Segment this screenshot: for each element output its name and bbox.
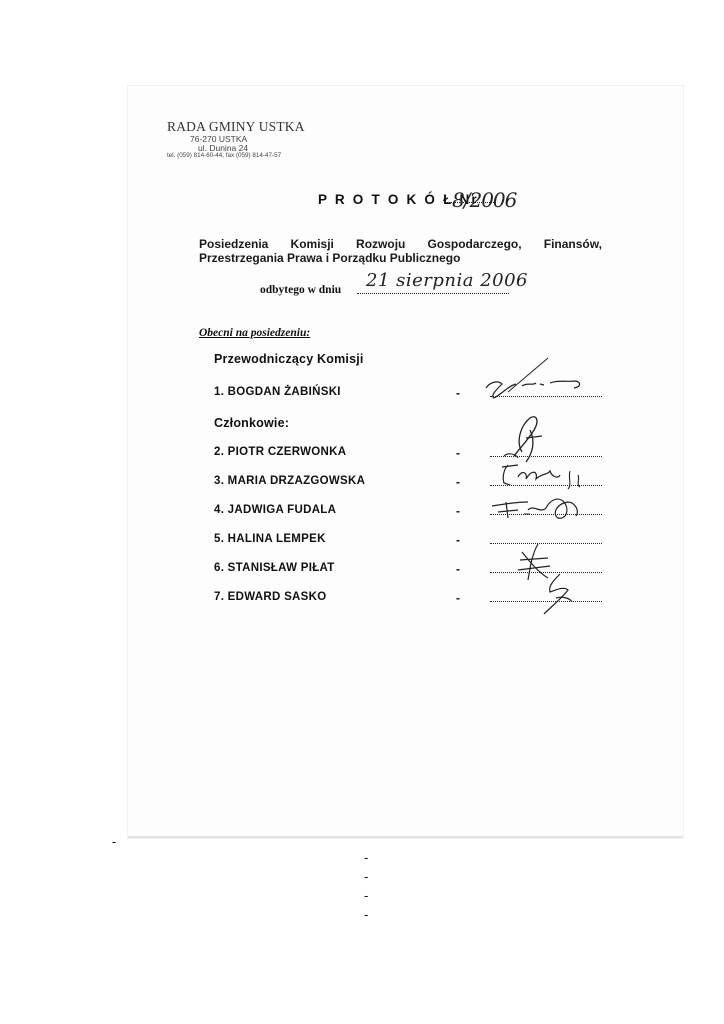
stamp-postcode-city: 76-270 USTKA bbox=[190, 134, 248, 144]
handwritten-meeting-date: 21 sierpnia 2006 bbox=[366, 270, 529, 291]
council-name-stamp: RADA GMINY USTKA bbox=[167, 119, 305, 134]
attendee-name: 2. PIOTR CZERWONKA bbox=[214, 446, 347, 458]
members-heading: Członkowie: bbox=[214, 416, 290, 430]
attendee-name: 5. HALINA LEMPEK bbox=[214, 533, 326, 545]
attendee-name: 1. BOGDAN ŻABIŃSKI bbox=[214, 386, 341, 398]
meeting-title-line-2: Przestrzegania Prawa i Porządku Publicznego bbox=[199, 251, 461, 265]
attendee-name: 3. MARIA DRZAZGOWSKA bbox=[214, 475, 366, 487]
attendee-name: 4. JADWIGA FUDALA bbox=[214, 504, 337, 516]
page-bottom-edge bbox=[128, 836, 683, 838]
document-title: P R O T O K Ó Ł Nr bbox=[318, 192, 479, 207]
meeting-word: Rozwoju bbox=[356, 237, 406, 251]
present-heading: Obecni na posiedzeniu: bbox=[199, 327, 311, 339]
attendee-name: 6. STANISŁAW PIŁAT bbox=[214, 562, 335, 574]
meeting-word: Komisji bbox=[290, 237, 334, 251]
attendee-dash: - bbox=[456, 591, 460, 605]
attendee-dash: - bbox=[456, 533, 460, 547]
attendee-dash: - bbox=[456, 562, 460, 576]
stamp-phone-fax: tel. (059) 814-60-44, fax (059) 814-47-57 bbox=[167, 152, 282, 159]
margin-dash: - bbox=[364, 869, 369, 884]
date-dotted-line bbox=[357, 293, 509, 294]
signature-7 bbox=[532, 568, 582, 620]
attendee-dash: - bbox=[456, 446, 460, 460]
attendee-dash: - bbox=[456, 475, 460, 489]
margin-dash: - bbox=[364, 888, 369, 903]
handwritten-protocol-number: 8/2006 bbox=[452, 188, 517, 212]
meeting-word: Finansów, bbox=[543, 237, 602, 251]
margin-dash: - bbox=[112, 834, 117, 849]
attendee-dash: - bbox=[456, 386, 460, 400]
signature-1 bbox=[478, 356, 608, 406]
meeting-title-line-1 bbox=[199, 237, 602, 251]
margin-dash: - bbox=[364, 850, 369, 865]
meeting-word: Posiedzenia bbox=[199, 237, 269, 251]
chair-heading: Przewodniczący Komisji bbox=[214, 352, 364, 366]
signature-4 bbox=[484, 484, 594, 524]
attendee-name: 7. EDWARD SASKO bbox=[214, 591, 327, 603]
stamp-street: ul. Dunina 24 bbox=[198, 143, 249, 153]
margin-dash: - bbox=[364, 907, 369, 922]
meeting-word: Gospodarczego, bbox=[427, 237, 522, 251]
held-on-label: odbytego w dniu bbox=[260, 284, 342, 296]
attendee-dash: - bbox=[456, 504, 460, 518]
